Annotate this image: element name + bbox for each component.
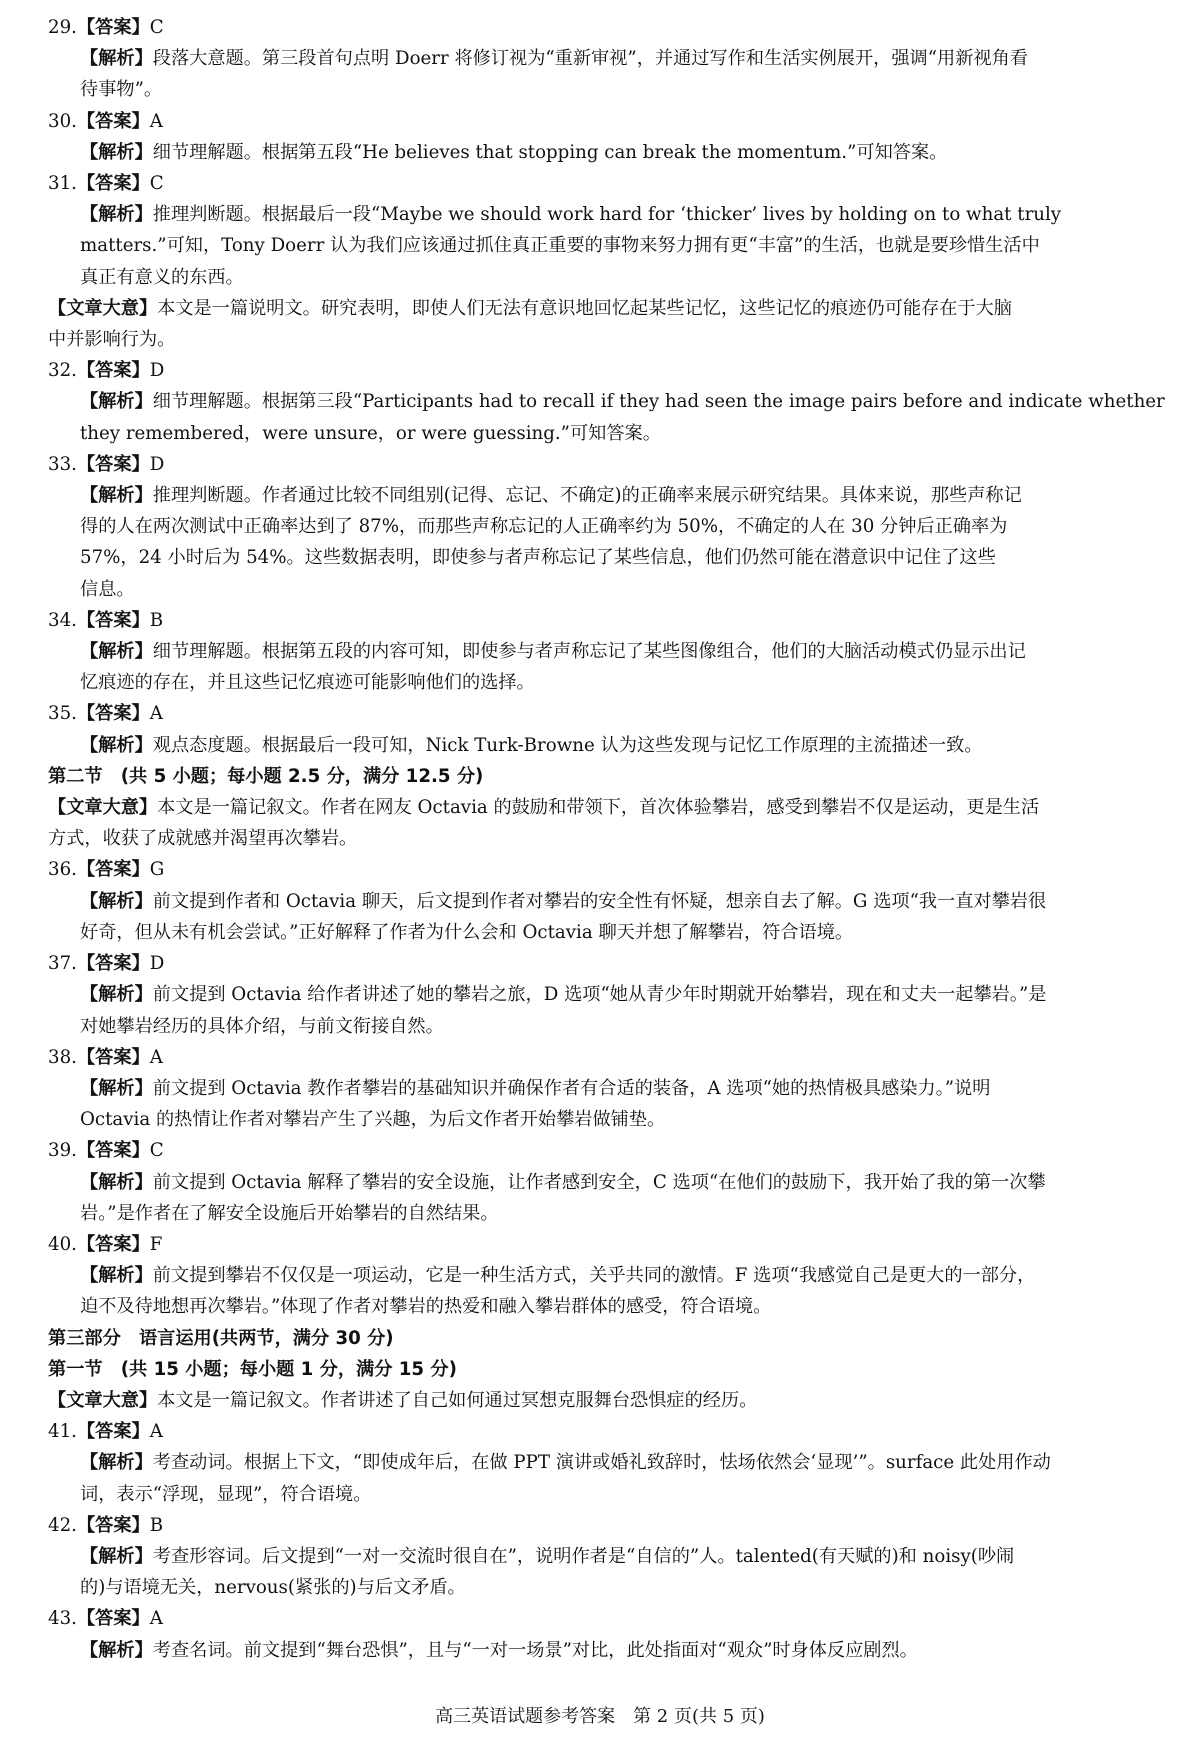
analysis-text: 考查名词。前文提到“舞台恐惧”，且与“一对一场景”对比，此处指面对“观众”时身体反应剧烈。	[152, 1639, 918, 1661]
analysis-tag: 【解析】	[80, 485, 153, 507]
analysis-text: 得的人在两次测试中正确率达到了 87%，而那些声称忘记的人正确率约为 50%，不确定的人在 30 分钟后正确率为	[80, 516, 1008, 538]
answer-line	[48, 854, 1150, 885]
answer-choice: C	[149, 173, 164, 195]
analysis-text: 的)与语境无关，nervous(紧张的)与后文矛盾。	[80, 1577, 466, 1599]
analysis-text: 信息。	[80, 578, 135, 600]
answer-choice: D	[149, 360, 165, 382]
section-title: 第二节 (共 5 小题；每小题 2.5 分，满分 12.5 分)	[48, 765, 484, 787]
analysis-text: 前文提到 Octavia 解释了攀岩的安全设施，让作者感到安全，C 选项“在他们的鼓励下，我开始了我的第一次攀	[152, 1171, 1046, 1193]
analysis-line	[48, 43, 1150, 74]
answer-line	[48, 449, 1150, 480]
analysis-line	[48, 1073, 1150, 1104]
answer-choice: G	[149, 859, 165, 881]
analysis-text: 对她攀岩经历的具体介绍，与前文衔接自然。	[80, 1015, 444, 1037]
answer-line	[48, 1042, 1150, 1073]
analysis-text: 前文提到 Octavia 给作者讲述了她的攀岩之旅，D 选项“她从青少年时期就开始攀岩，现在和丈夫一起攀岩。”是	[152, 984, 1047, 1006]
summary-line	[48, 293, 1150, 324]
analysis-text: 忆痕迹的存在，并且这些记忆痕迹可能影响他们的选择。	[80, 672, 535, 694]
analysis-tag: 【解析】	[80, 734, 153, 756]
answer-choice: C	[149, 1140, 164, 1162]
question-number: 43.	[48, 1608, 77, 1630]
section-heading	[48, 761, 1150, 792]
analysis-tag: 【解析】	[80, 1545, 153, 1567]
answer-choice: B	[149, 1514, 164, 1536]
analysis-line	[48, 1167, 1150, 1198]
analysis-tag: 【解析】	[80, 391, 153, 413]
answer-line	[48, 1603, 1150, 1634]
analysis-line	[48, 1291, 1150, 1322]
analysis-text: Octavia 的热情让作者对攀岩产生了兴趣，为后文作者开始攀岩做铺垫。	[80, 1109, 666, 1131]
answer-tag: 【答案】	[76, 173, 150, 195]
analysis-line	[48, 262, 1150, 293]
analysis-tag: 【解析】	[80, 48, 153, 70]
analysis-line	[48, 137, 1150, 168]
question-number: 38.	[48, 1046, 77, 1068]
summary-tag: 【文章大意】	[48, 1389, 158, 1411]
analysis-line	[48, 730, 1150, 761]
question-number: 31.	[48, 173, 77, 195]
question-number: 35.	[48, 703, 77, 725]
answer-tag: 【答案】	[76, 1514, 150, 1536]
analysis-text: they remembered，were unsure，or were guessing.”可知答案。	[80, 422, 661, 444]
answer-line	[48, 1135, 1150, 1166]
question-number: 32.	[48, 360, 77, 382]
summary-line	[48, 823, 1150, 854]
analysis-text: 前文提到 Octavia 教作者攀岩的基础知识并确保作者有合适的装备，A 选项“她的热情极具感染力。”说明	[152, 1077, 991, 1099]
summary-line	[48, 324, 1150, 355]
question-number: 30.	[48, 110, 77, 132]
answer-choice: B	[149, 609, 164, 631]
analysis-line	[48, 574, 1150, 605]
analysis-text: 真正有意义的东西。	[80, 266, 244, 288]
question-number: 36.	[48, 859, 77, 881]
answer-choice: A	[149, 1046, 163, 1068]
answer-line	[48, 106, 1150, 137]
answer-choice: F	[149, 1233, 163, 1255]
analysis-text: 段落大意题。第三段首句点明 Doerr 将修订视为“重新审视”，并通过写作和生活实例展开，强调“用新视角看	[152, 48, 1028, 70]
analysis-line	[48, 667, 1150, 698]
analysis-line	[48, 542, 1150, 573]
analysis-text: 考查形容词。后文提到“一对一交流时很自在”，说明作者是“自信的”人。talented(有天赋的)和 noisy(吵闹	[152, 1545, 1015, 1567]
analysis-line	[48, 1260, 1150, 1291]
answer-choice: A	[149, 110, 163, 132]
analysis-text: 前文提到作者和 Octavia 聊天，后文提到作者对攀岩的安全性有怀疑，想亲自去了解。G 选项“我一直对攀岩很	[152, 890, 1047, 912]
summary-tag: 【文章大意】	[48, 297, 158, 319]
summary-line	[48, 1385, 1150, 1416]
answer-choice: D	[149, 953, 165, 975]
section-heading	[48, 1354, 1150, 1385]
analysis-text: 考查动词。根据上下文，“即使成年后，在做 PPT 演讲或婚礼致辞时，怯场依然会‘显现’”。surface 此处用作动	[152, 1452, 1051, 1474]
answer-tag: 【答案】	[76, 1140, 150, 1162]
summary-text: 本文是一篇记叙文。作者在网友 Octavia 的鼓励和带领下，首次体验攀岩，感受到攀岩不仅是运动，更是生活	[157, 797, 1040, 819]
analysis-line	[48, 886, 1150, 917]
answer-line	[48, 355, 1150, 386]
question-number: 41.	[48, 1421, 77, 1443]
summary-tag: 【文章大意】	[48, 797, 158, 819]
analysis-line	[48, 1479, 1150, 1510]
answer-tag: 【答案】	[76, 17, 150, 38]
analysis-text: 推理判断题。作者通过比较不同组别(记得、忘记、不确定)的正确率来展示研究结果。具体来说，那些声称记	[152, 485, 1022, 507]
section-heading	[48, 1323, 1150, 1354]
analysis-line	[48, 636, 1150, 667]
answer-tag: 【答案】	[76, 1046, 150, 1068]
analysis-line	[48, 511, 1150, 542]
answer-tag: 【答案】	[76, 360, 150, 382]
analysis-text: 前文提到攀岩不仅仅是一项运动，它是一种生活方式，关乎共同的激情。F 选项“我感觉自己是更大的一部分，	[152, 1265, 1036, 1287]
analysis-text: 岩。”是作者在了解安全设施后开始攀岩的自然结果。	[80, 1202, 499, 1224]
section-title: 第一节 (共 15 小题；每小题 1 分，满分 15 分)	[48, 1358, 457, 1380]
analysis-text: 好奇，但从未有机会尝试。”正好解释了作者为什么会和 Octavia 聊天并想了解攀岩，符合语境。	[80, 921, 854, 943]
answer-line	[48, 1510, 1150, 1541]
answer-choice: C	[149, 17, 164, 38]
question-number: 37.	[48, 953, 77, 975]
analysis-line	[48, 1011, 1150, 1042]
analysis-line	[48, 1541, 1150, 1572]
section-title: 第三部分 语言运用(共两节，满分 30 分)	[48, 1327, 394, 1349]
page-footer: 高三英语试题参考答案 第 2 页(共 5 页)	[435, 1706, 765, 1727]
answer-tag: 【答案】	[76, 953, 150, 975]
analysis-tag: 【解析】	[80, 1265, 153, 1287]
answer-tag: 【答案】	[76, 609, 150, 631]
answer-tag: 【答案】	[76, 1233, 150, 1255]
answer-tag: 【答案】	[76, 110, 150, 132]
analysis-line	[48, 1635, 1150, 1666]
answer-choice: D	[149, 453, 165, 475]
analysis-tag: 【解析】	[80, 984, 153, 1006]
analysis-tag: 【解析】	[80, 204, 153, 226]
answer-line	[48, 605, 1150, 636]
answer-tag: 【答案】	[76, 1421, 150, 1443]
question-number: 40.	[48, 1233, 77, 1255]
question-number: 33.	[48, 453, 77, 475]
answer-tag: 【答案】	[76, 703, 150, 725]
summary-text: 方式，收获了成就感并渴望再次攀岩。	[48, 828, 358, 850]
analysis-text: 观点态度题。根据最后一段可知，Nick Turk-Browne 认为这些发现与记忆工作原理的主流描述一致。	[152, 734, 983, 756]
question-number: 42.	[48, 1514, 77, 1536]
analysis-line	[48, 230, 1150, 261]
analysis-text: 细节理解题。根据第五段“He believes that stopping can break the momentum.”可知答案。	[152, 141, 948, 163]
analysis-tag: 【解析】	[80, 1639, 153, 1661]
analysis-text: 待事物”。	[80, 79, 163, 101]
analysis-line	[48, 1104, 1150, 1135]
analysis-line	[48, 480, 1150, 511]
analysis-tag: 【解析】	[80, 641, 153, 663]
analysis-text: 细节理解题。根据第五段的内容可知，即使参与者声称忘记了某些图像组合，他们的大脑活动模式仍显示出记	[152, 641, 1026, 663]
answer-tag: 【答案】	[76, 453, 150, 475]
analysis-line	[48, 1572, 1150, 1603]
analysis-text: 推理判断题。根据最后一段“Maybe we should work hard for ‘thicker’ lives by holding on to what truly	[152, 204, 1062, 226]
answer-choice: A	[149, 703, 163, 725]
answer-choice: A	[149, 1608, 163, 1630]
analysis-line	[48, 386, 1165, 417]
analysis-tag: 【解析】	[80, 1077, 153, 1099]
answer-line	[48, 168, 1150, 199]
analysis-line	[48, 199, 1150, 230]
analysis-text: 词，表示“浮现，显现”，符合语境。	[80, 1483, 372, 1505]
analysis-tag: 【解析】	[80, 890, 153, 912]
summary-text: 本文是一篇记叙文。作者讲述了自己如何通过冥想克服舞台恐惧症的经历。	[157, 1389, 758, 1411]
answer-choice: A	[149, 1421, 163, 1443]
answer-line	[48, 948, 1150, 979]
analysis-text: 57%，24 小时后为 54%。这些数据表明，即使参与者声称忘记了某些信息，他们仍然可能在潜意识中记住了这些	[80, 547, 996, 569]
answer-line	[48, 1229, 1150, 1260]
analysis-line	[48, 1198, 1150, 1229]
question-number: 39.	[48, 1140, 77, 1162]
analysis-tag: 【解析】	[80, 1171, 153, 1193]
summary-text: 中并影响行为。	[48, 329, 176, 351]
summary-text: 本文是一篇说明文。研究表明，即使人们无法有意识地回忆起某些记忆，这些记忆的痕迹仍可能存在于大脑	[157, 297, 1012, 319]
question-number: 34.	[48, 609, 77, 631]
analysis-tag: 【解析】	[80, 141, 153, 163]
summary-line	[48, 792, 1150, 823]
analysis-text: matters.”可知，Tony Doerr 认为我们应该通过抓住真正重要的事物来努力拥有更“丰富”的生活，也就是要珍惜生活中	[80, 235, 1040, 257]
question-number: 29.	[48, 17, 77, 38]
answer-line	[48, 698, 1150, 729]
answer-line	[48, 1416, 1150, 1447]
answer-tag: 【答案】	[76, 1608, 150, 1630]
analysis-line	[48, 74, 1150, 105]
analysis-line	[48, 1447, 1150, 1478]
analysis-line	[48, 979, 1150, 1010]
analysis-text: 细节理解题。根据第三段“Participants had to recall if they had seen the image pairs before and indicate whether	[152, 391, 1165, 413]
answer-line	[48, 12, 1150, 43]
analysis-line	[48, 917, 1150, 948]
answer-key-document	[48, 12, 1165, 1666]
analysis-line	[48, 418, 1150, 449]
analysis-tag: 【解析】	[80, 1452, 153, 1474]
analysis-text: 迫不及待地想再次攀岩。”体现了作者对攀岩的热爱和融入攀岩群体的感受，符合语境。	[80, 1296, 772, 1318]
answer-tag: 【答案】	[76, 859, 150, 881]
